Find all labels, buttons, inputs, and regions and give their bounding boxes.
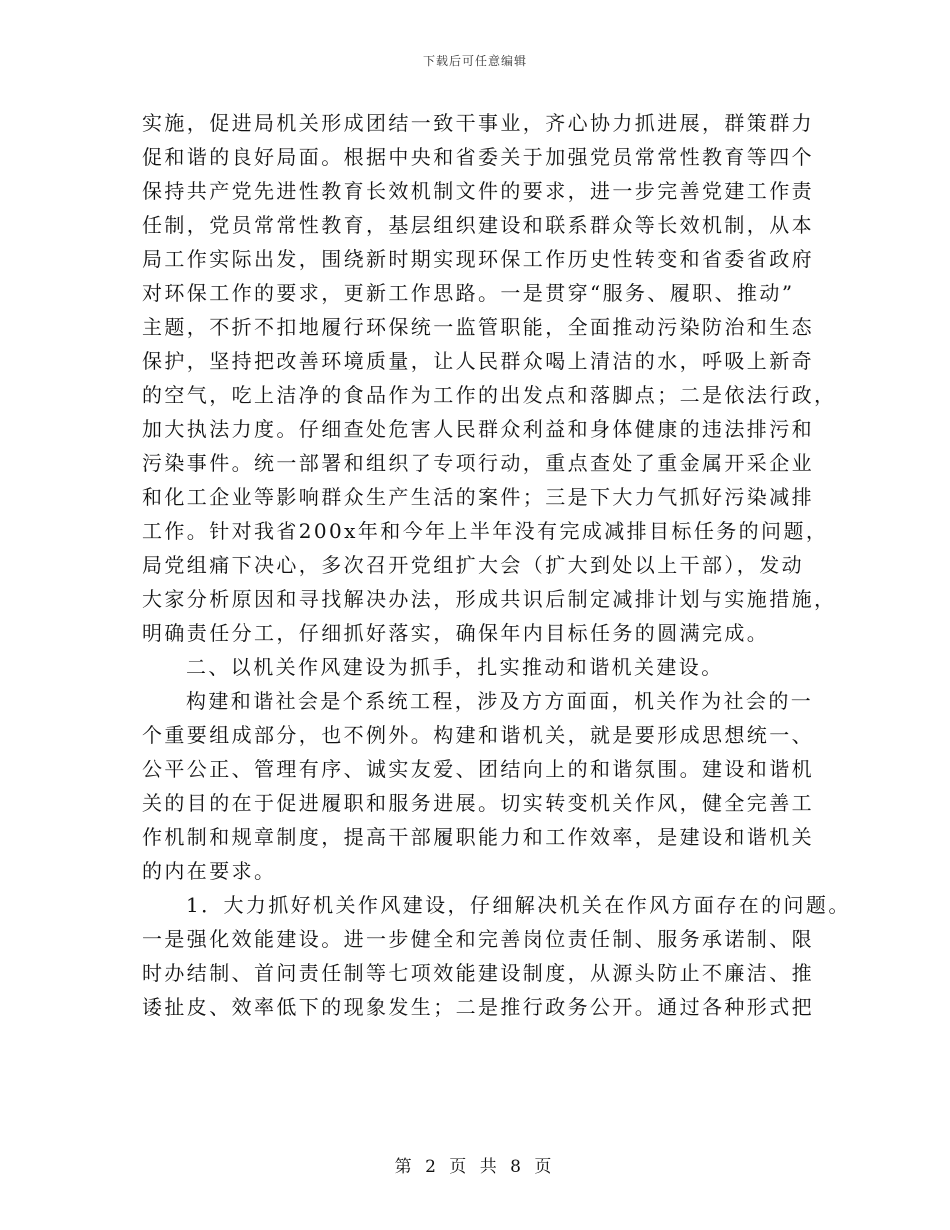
text-line: 促和谐的良好局面。根据中央和省委关于加强党员常常性教育等四个 — [142, 145, 814, 169]
text-line: 个重要组成部分，也不例外。构建和谐机关，就是要形成思想统一、 — [142, 723, 814, 747]
text-line: 大家分析原因和寻找解决办法，形成共识后制定减排计划与实施措施， — [142, 587, 837, 611]
text-line: 构建和谐社会是个系统工程，涉及方方面面，机关作为社会的一 — [186, 689, 814, 713]
text-line: 保护，坚持把改善环境质量，让人民群众喝上清洁的水，呼吸上新奇 — [142, 349, 814, 373]
text-line: 公平公正、管理有序、诚实友爱、团结向上的和谐氛围。建设和谐机 — [142, 757, 814, 781]
text-line: 任制，党员常常性教育，基层组织建设和联系群众等长效机制，从本 — [142, 213, 814, 237]
text-line: 的内在要求。 — [142, 859, 277, 883]
text-line: 加大执法力度。仔细查处危害人民群众利益和身体健康的违法排污和 — [142, 417, 814, 441]
text-line: 主题，不折不扣地履行环保统一监管职能，全面推动污染防治和生态 — [142, 315, 814, 339]
text-line: 保持共产党先进性教育长效机制文件的要求，进一步完善党建工作责 — [142, 179, 814, 203]
text-line: 污染事件。统一部署和组织了专项行动，重点查处了重金属开采企业 — [142, 451, 814, 475]
text-line: 明确责任分工，仔细抓好落实，确保年内目标任务的圆满完成。 — [142, 621, 770, 645]
text-line: 时办结制、首问责任制等七项效能建设制度，从源头防止不廉洁、推 — [142, 961, 814, 985]
subsection-heading: 1．大力抓好机关作风建设，仔细解决机关在作风方面存在的问题。 — [186, 893, 851, 917]
text-line: 对环保工作的要求，更新工作思路。一是贯穿“服务、履职、推动” — [142, 281, 795, 305]
text-line: 诿扯皮、效率低下的现象发生；二是推行政务公开。通过各种形式把 — [142, 995, 814, 1019]
text-line: 工作。针对我省200x年和今年上半年没有完成减排目标任务的问题， — [142, 519, 829, 543]
page-header-note: 下载后可任意编辑 — [422, 54, 527, 68]
body-text — [142, 106, 851, 1024]
text-line: 局工作实际出发，围绕新时期实现环保工作历史性转变和省委省政府 — [142, 247, 814, 271]
text-line: 局党组痛下决心，多次召开党组扩大会（扩大到处以上干部），发动 — [142, 553, 804, 577]
text-line: 作机制和规章制度，提高干部履职能力和工作效率，是建设和谐机关 — [142, 825, 814, 849]
text-line: 和化工企业等影响群众生产生活的案件；三是下大力气抓好污染减排 — [142, 485, 814, 509]
section-heading: 二、以机关作风建设为抓手，扎实推动和谐机关建设。 — [186, 655, 724, 679]
text-line: 的空气，吃上洁净的食品作为工作的出发点和落脚点；二是依法行政， — [142, 383, 837, 407]
text-line: 实施，促进局机关形成团结一致干事业，齐心协力抓进展，群策群力 — [142, 111, 814, 135]
text-line: 关的目的在于促进履职和服务进展。切实转变机关作风，健全完善工 — [142, 791, 814, 815]
page-number-footer: 第 2 页 共 8 页 — [394, 1157, 556, 1177]
text-line: 一是强化效能建设。进一步健全和完善岗位责任制、服务承诺制、限 — [142, 927, 814, 951]
